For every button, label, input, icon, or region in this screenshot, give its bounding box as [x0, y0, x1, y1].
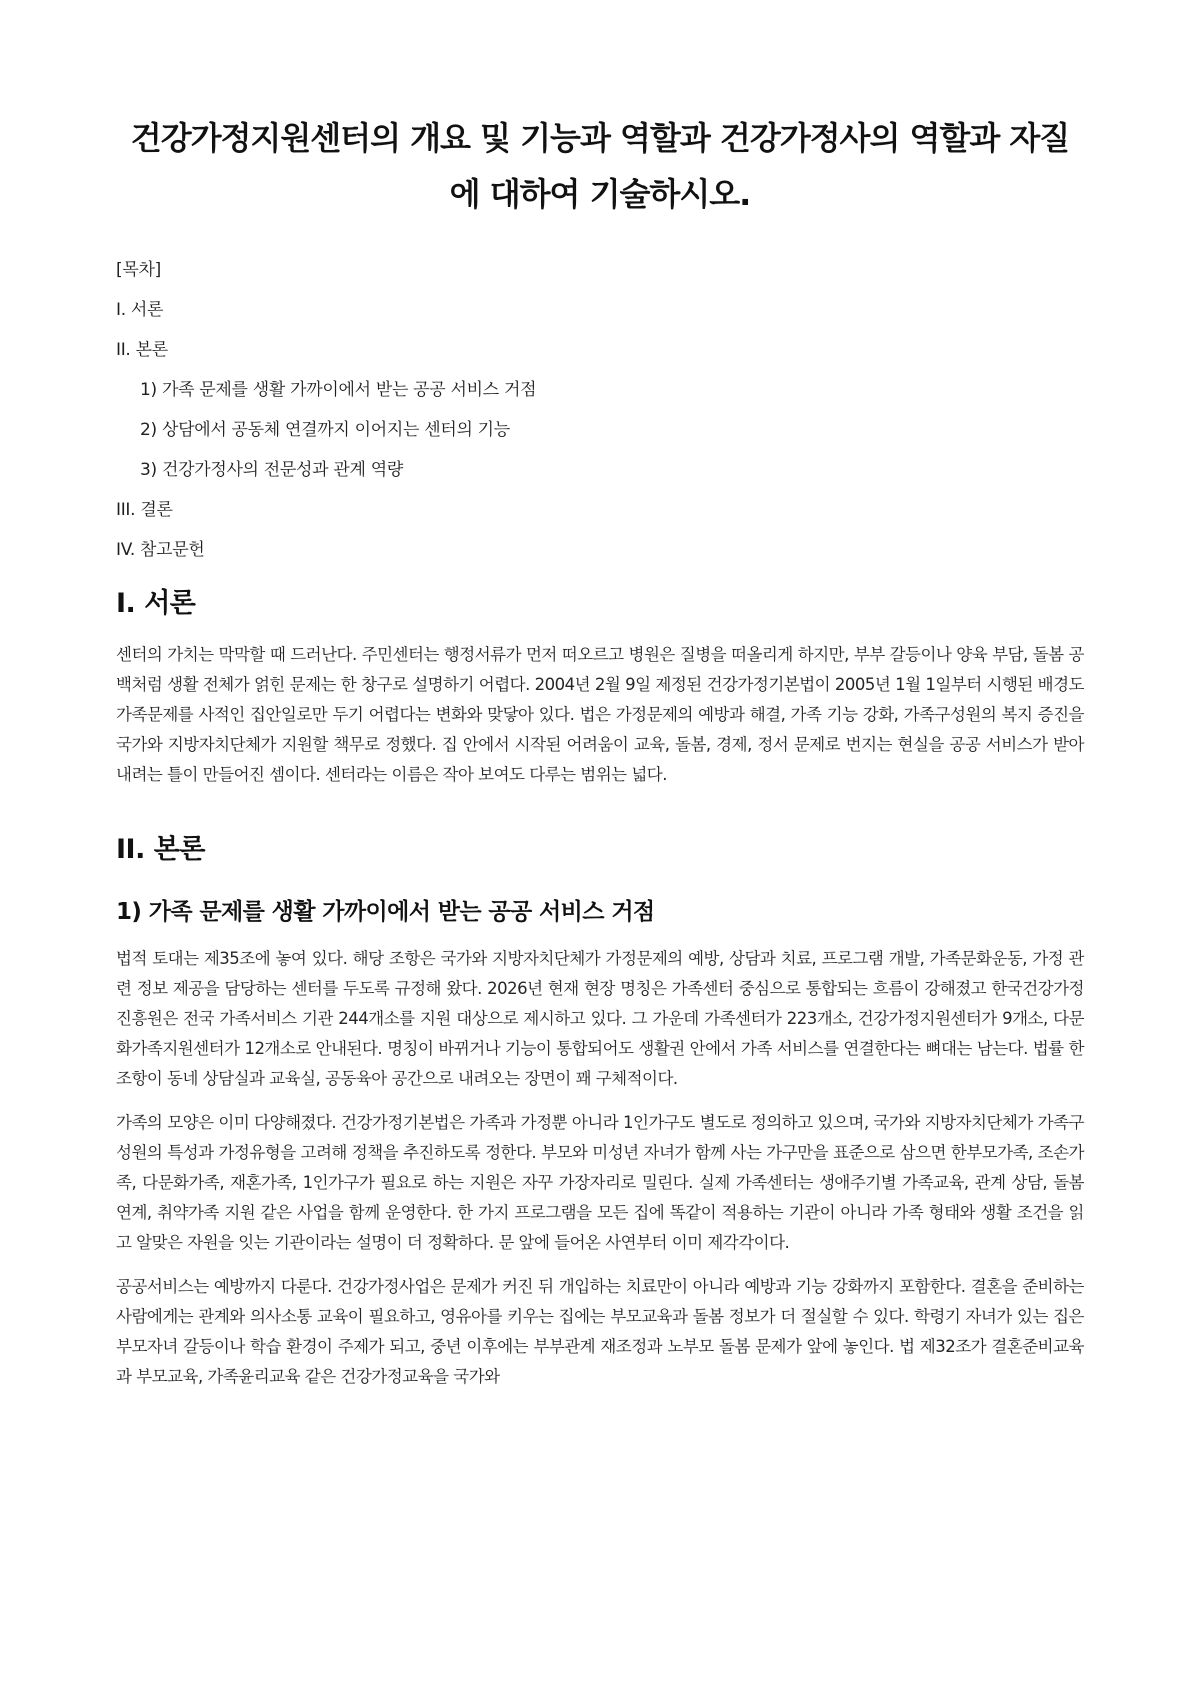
- body-heading: II. 본론: [116, 834, 205, 865]
- document-page: [116, 110, 1084, 1406]
- toc-heading: [목차]: [116, 260, 161, 280]
- toc-item-intro: I. 서론: [116, 300, 164, 320]
- section-1-paragraph-3: 공공서비스는 예방까지 다룬다. 건강가정사업은 문제가 커진 뒤 개입하는 치료만이 아니라 예방과 기능 강화까지 포함한다. 결혼을 준비하는 사람에게는 관계와 의사소통 교육이 필요하고, 영유아를 키우는 집에는 부모교육과 돌봄 정보가 더 절실할 수 있다. 학령기 자녀가 있는 집은 부모자녀 갈등이나 학습 환경이 주제가 되고, 중년 이후에는 부부관계 재조정과 노부모 돌봄 문제가 앞에 놓인다. 법 제32조가 결혼준비교육과 부모교육, 가족윤리교육 같은 건강가정교육을 국가와: [116, 1277, 1084, 1386]
- toc-item-body-1: 1) 가족 문제를 생활 가까이에서 받는 공공 서비스 거점: [140, 380, 537, 400]
- section-1-paragraph-2: 가족의 모양은 이미 다양해졌다. 건강가정기본법은 가족과 가정뿐 아니라 1인가구도 별도로 정의하고 있으며, 국가와 지방자치단체가 가족구성원의 특성과 가정유형을 고려해 정책을 추진하도록 정한다. 부모와 미성년 자녀가 함께 사는 가구만을 표준으로 삼으면 한부모가족, 조손가족, 다문화가족, 재혼가족, 1인가구가 필요로 하는 지원은 자꾸 가장자리로 밀린다. 실제 가족센터는 생애주기별 가족교육, 관계 상담, 돌봄 연계, 취약가족 지원 같은 사업을 함께 운영한다. 한 가지 프로그램을 모든 집에 똑같이 적용하는 기관이 아니라 가족 형태와 생활 조건을 읽고 알맞은 자원을 잇는 기관이라는 설명이 더 정확하다. 문 앞에 들어온 사연부터 이미 제각각이다.: [116, 1113, 1084, 1252]
- section-1-heading: 1) 가족 문제를 생활 가까이에서 받는 공공 서비스 거점: [116, 899, 655, 925]
- intro-paragraph: 센터의 가치는 막막할 때 드러난다. 주민센터는 행정서류가 먼저 떠오르고 병원은 질병을 떠올리게 하지만, 부부 갈등이나 양육 부담, 돌봄 공백처럼 생활 전체가 얽힌 문제는 한 창구로 설명하기 어렵다. 2004년 2월 9일 제정된 건강가정기본법이 2005년 1월 1일부터 시행된 배경도 가족문제를 사적인 집안일로만 두기 어렵다는 변화와 맞닿아 있다. 법은 가정문제의 예방과 해결, 가족 기능 강화, 가족구성원의 복지 증진을 국가와 지방자치단체가 지원할 책무로 정했다. 집 안에서 시작된 어려움이 교육, 돌봄, 경제, 정서 문제로 번지는 현실을 공공 서비스가 받아내려는 틀이 만들어진 셈이다. 센터라는 이름은 작아 보여도 다루는 범위는 넓다.: [116, 645, 1084, 784]
- document-title: 건강가정지원센터의 개요 및 기능과 역할과 건강가정사의 역할과 자질에 대하여 기술하시오.: [130, 119, 1070, 213]
- toc-item-body-3: 3) 건강가정사의 전문성과 관계 역량: [140, 460, 403, 480]
- toc-item-body: II. 본론: [116, 340, 168, 360]
- table-of-contents: [116, 258, 1084, 562]
- toc-item-body-2: 2) 상담에서 공동체 연결까지 이어지는 센터의 기능: [140, 420, 510, 440]
- intro-heading: I. 서론: [116, 588, 196, 619]
- toc-item-references: IV. 참고문헌: [116, 540, 205, 560]
- toc-item-conclusion: III. 결론: [116, 500, 173, 520]
- section-1-paragraph-1: 법적 토대는 제35조에 놓여 있다. 해당 조항은 국가와 지방자치단체가 가정문제의 예방, 상담과 치료, 프로그램 개발, 가족문화운동, 가정 관련 정보 제공을 담당하는 센터를 두도록 규정해 왔다. 2026년 현재 현장 명칭은 가족센터 중심으로 통합되는 흐름이 강해졌고 한국건강가정진흥원은 전국 가족서비스 기관 244개소를 지원 대상으로 제시하고 있다. 그 가운데 가족센터가 223개소, 건강가정지원센터가 9개소, 다문화가족지원센터가 12개소로 안내된다. 명칭이 바뀌거나 기능이 통합되어도 생활권 안에서 가족 서비스를 연결한다는 뼈대는 남는다. 법률 한 조항이 동네 상담실과 교육실, 공동육아 공간으로 내려오는 장면이 꽤 구체적이다.: [116, 949, 1084, 1088]
